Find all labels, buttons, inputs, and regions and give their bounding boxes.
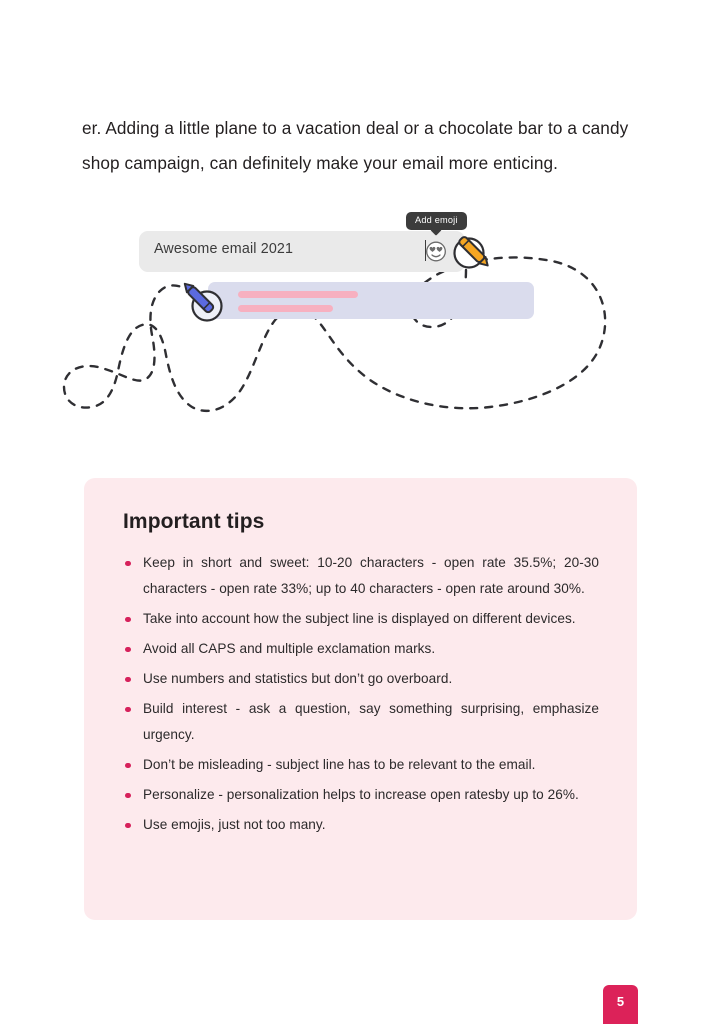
list-item: Don’t be misleading - subject line has to be relevant to the email.: [124, 752, 599, 778]
add-emoji-tooltip: Add emoji: [406, 212, 467, 230]
body-text-line: [238, 291, 358, 298]
smiley-heart-eyes-icon[interactable]: [424, 239, 448, 263]
subject-line-input[interactable]: [139, 231, 465, 272]
list-item: Use numbers and statistics but don’t go overboard.: [124, 666, 599, 692]
list-item: Build interest - ask a question, say something surprising, emphasize urgency.: [124, 696, 599, 748]
list-item: Take into account how the subject line is displayed on different devices.: [124, 606, 599, 632]
list-item: Use emojis, just not too many.: [124, 812, 599, 838]
page-number-badge: 5: [603, 985, 638, 1024]
body-paragraph: er. Adding a little plane to a vacation deal or a chocolate bar to a candy shop campaign, can definitely make your email more enticing.: [82, 118, 629, 174]
blue-pencil-cursor-icon: [178, 275, 230, 333]
list-item: Personalize - personalization helps to increase open ratesby up to 26%.: [124, 782, 599, 808]
list-item: Avoid all CAPS and multiple exclamation marks.: [124, 636, 599, 662]
subject-line-illustration: [0, 195, 721, 450]
list-item: Keep in short and sweet: 10-20 characters - open rate 35.5%; 20-30 characters - open rate 33%; up to 40 characters - open rate around 30%.: [124, 550, 599, 602]
important-tips-card: [84, 478, 637, 920]
tips-card-title: Important tips: [123, 510, 265, 533]
tips-list: [124, 550, 599, 842]
email-body-placeholder: [208, 282, 534, 319]
subject-input-value: Awesome email 2021: [154, 241, 294, 257]
dashed-path: [64, 257, 605, 410]
body-text-line: [238, 305, 333, 312]
